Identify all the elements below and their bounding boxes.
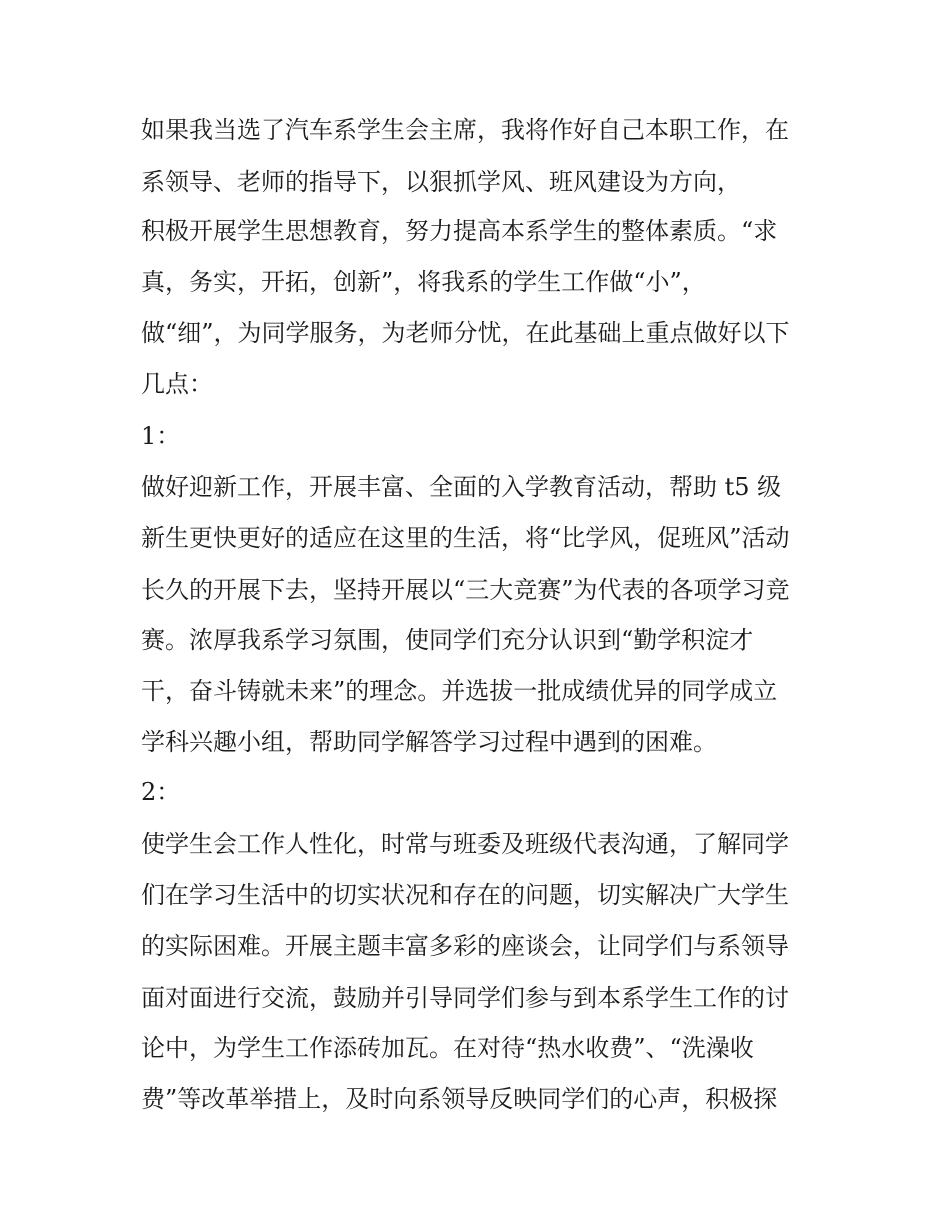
text-line: 真，务实，开拓，创新”，将我系的学生工作做“小”，	[141, 268, 706, 296]
text-line: 使学生会工作人性化，时常与班委及班级代表沟通，了解同学	[141, 830, 789, 858]
text-line: 做“细”，为同学服务，为老师分忧，在此基础上重点做好以下	[141, 319, 790, 347]
section-number: 2：	[141, 778, 181, 806]
text-line: 新生更快更好的适应在这里的生活，将“比学风，促班风”活动	[141, 524, 790, 552]
text-line: 长久的开展下去，坚持开展以“三大竞赛”为代表的各项学习竞	[141, 576, 790, 604]
text-line: 几点：	[141, 370, 213, 398]
text-line: 面对面进行交流，鼓励并引导同学们参与到本系学生工作的讨	[141, 984, 789, 1012]
text-line: 费”等改革举措上，及时向系领导反映同学们的心声，积极探	[141, 1085, 778, 1113]
text-line: 学科兴趣小组，帮助同学解答学习过程中遇到的困难。	[141, 728, 717, 756]
text-line: 赛。浓厚我系学习氛围，使同学们充分认识到“勤学积淀才	[141, 626, 754, 654]
text-line: 论中，为学生工作添砖加瓦。在对待“热水收费”、“洗澡收	[141, 1034, 754, 1062]
text-line: 积极开展学生思想教育，努力提高本系学生的整体素质。“求	[141, 217, 778, 245]
text-line: 做好迎新工作，开展丰富、全面的入学教育活动，帮助 t5 级	[141, 473, 782, 501]
text-line: 如果我当选了汽车系学生会主席，我将作好自己本职工作，在	[141, 116, 789, 144]
text-line: 们在学习生活中的切实状况和存在的问题，切实解决广大学生	[141, 881, 789, 909]
text-line: 系领导、老师的指导下，以狠抓学风、班风建设为方向，	[141, 168, 741, 196]
section-number: 1：	[141, 422, 181, 450]
text-line: 干，奋斗铸就未来”的理念。并选拔一批成绩优异的同学成立	[141, 677, 778, 705]
text-line: 的实际困难。开展主题丰富多彩的座谈会，让同学们与系领导	[141, 932, 789, 960]
